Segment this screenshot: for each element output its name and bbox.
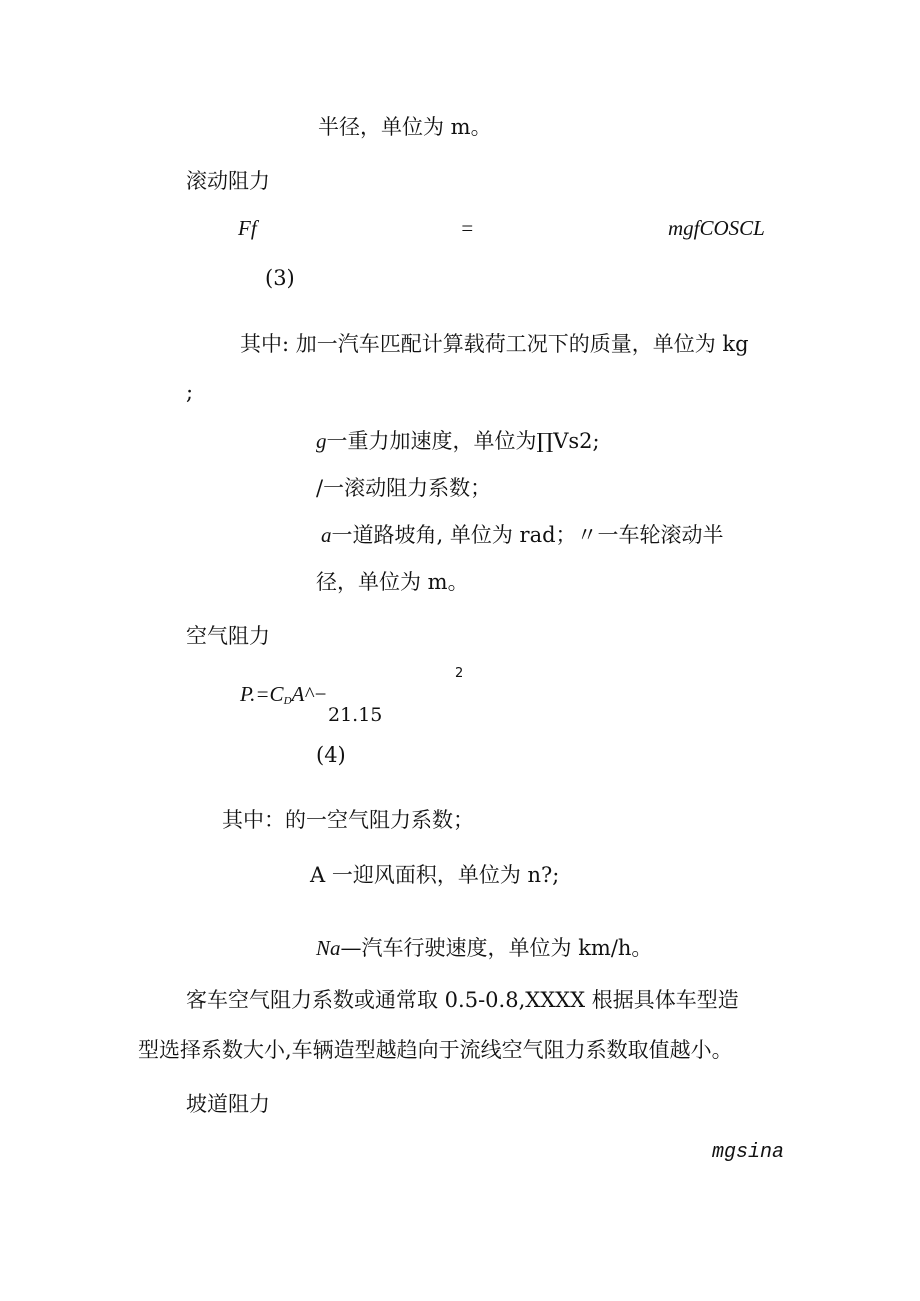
air-formula-denominator: 21.15: [328, 704, 383, 726]
rolling-formula-equals: =: [460, 216, 475, 240]
g-definition-text: 一重力加速度，单位为∏Vs2;: [326, 429, 600, 453]
air-resistance-heading: 空气阻力: [186, 624, 270, 648]
g-symbol: g: [316, 429, 327, 453]
alpha-symbol: a: [321, 523, 332, 547]
rolling-formula-rhs: mgfCOSCL: [668, 216, 765, 240]
semicolon-line: ;: [186, 380, 194, 404]
radius-definition: 径，单位为 m。: [316, 570, 469, 594]
equation-number-3: (3): [265, 266, 295, 290]
alpha-definition-text: 一道路坡角, 单位为 rad；〃一车轮滚动半: [331, 523, 724, 547]
rolling-formula-lhs: Ff: [238, 216, 257, 240]
air-formula-lhs: P.=C: [240, 682, 284, 706]
air-formula: [240, 684, 327, 707]
rolling-where-line: 其中: 加一汽车匹配计算载荷工况下的质量，单位为 kg: [240, 332, 749, 356]
rolling-resistance-heading: 滚动阻力: [186, 169, 270, 193]
air-formula-rest: A^−: [291, 682, 328, 706]
velocity-definition: [316, 938, 652, 959]
velocity-definition-text: —汽车行驶速度，单位为 km/h。: [340, 936, 653, 960]
velocity-symbol: Na: [316, 936, 341, 960]
g-definition: [316, 431, 600, 452]
air-formula-superscript: 2: [455, 666, 464, 681]
alpha-definition: [321, 525, 724, 546]
paragraph-line-2: 型选择系数大小,车辆造型越趋向于流线空气阻力系数取值越小。: [138, 1038, 733, 1062]
paragraph-line-1: 客车空气阻力系数或通常取 0.5-0.8,XXXX 根据具体车型造: [186, 988, 739, 1012]
grade-formula: mgsina: [712, 1141, 785, 1164]
air-where-line: 其中：的一空气阻力系数；: [222, 808, 474, 832]
area-definition: A 一迎风面积，单位为 n?;: [310, 863, 560, 887]
radius-unit-line: 半径，单位为 m。: [318, 115, 492, 139]
f-definition: /一滚动阻力系数；: [316, 476, 492, 500]
grade-resistance-heading: 坡道阻力: [186, 1092, 270, 1116]
air-formula-subscript: D: [283, 695, 292, 707]
equation-number-4: (4): [316, 743, 346, 767]
